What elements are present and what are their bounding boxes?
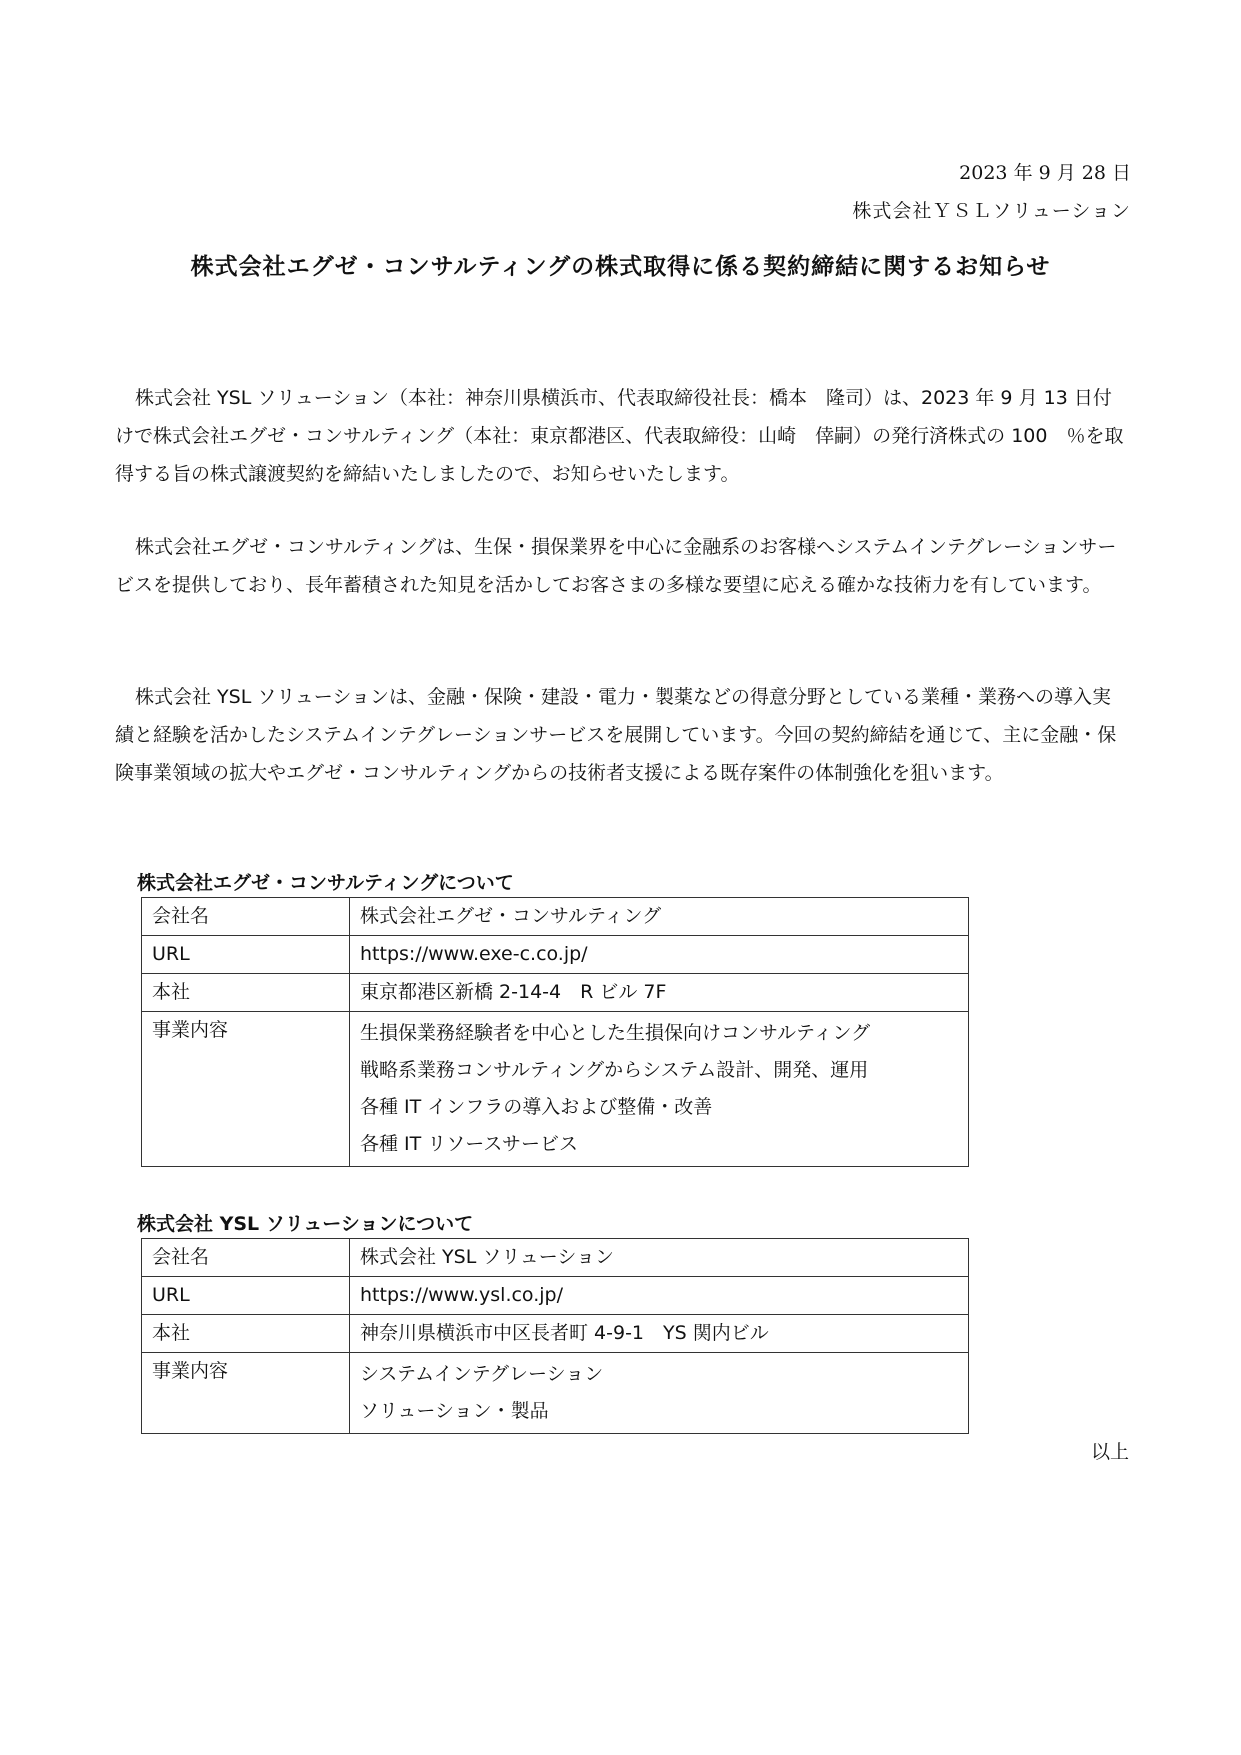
issuer-company: 株式会社ＹＳＬソリューション [852,200,1131,222]
business-content-cell [350,1353,969,1434]
table-row [142,974,969,1012]
table-row [142,898,969,936]
url-value: https://www.exe-c.co.jp/ [350,936,969,974]
ysl-company-table [141,1238,969,1434]
table-row [142,1239,969,1277]
body-paragraph-1: 株式会社 YSL ソリューション（本社：神奈川県横浜市、代表取締役社長：橋本 隆司）は、2023 年 9 月 13 日付けで株式会社エグゼ・コンサルティング（本社：東京都港区、代表取締役：山崎 倖嗣）の発行済株式の 100 ％を取得する旨の株式譲渡契約を締結いたしましたので、お知らせいたします。 [115,387,1124,485]
row-label: URL [142,936,350,974]
table-row [142,1277,969,1315]
table-row [142,936,969,974]
body-paragraph-2: 株式会社エグゼ・コンサルティングは、生保・損保業界を中心に金融系のお客様へシステムインテグレーションサービスを提供しており、長年蓄積された知見を活かしてお客さまの多様な要望に応える確かな技術力を有しています。 [115,536,1117,596]
row-label: 本社 [142,974,350,1012]
closing-mark: 以上 [1090,1441,1129,1463]
body-paragraph-3: 株式会社 YSL ソリューションは、金融・保険・建設・電力・製薬などの得意分野としている業種・業務への導入実績と経験を活かしたシステムインテグレーションサービスを展開しています。今回の契約締結を通じて、主に金融・保険事業領域の拡大やエグゼ・コンサルティングからの技術者支援による既存案件の体制強化を狙います。 [115,686,1117,784]
page-title: 株式会社エグゼ・コンサルティングの株式取得に係る契約締結に関するお知らせ [190,254,1051,280]
row-label: 会社名 [142,1239,350,1277]
business-item: 各種 IT インフラの導入および整備・改善 [360,1096,713,1118]
business-item: 戦略系業務コンサルティングからシステム設計、開発、運用 [360,1059,869,1081]
table-row [142,1353,969,1434]
url-value: https://www.ysl.co.jp/ [350,1277,969,1315]
headquarters-value: 東京都港区新橋 2-14-4 R ビル 7F [350,974,969,1012]
ysl-section-heading: 株式会社 YSL ソリューションについて [137,1213,474,1235]
row-label: URL [142,1277,350,1315]
headquarters-value: 神奈川県横浜市中区長者町 4-9-1 YS 関内ビル [350,1315,969,1353]
business-content-cell [350,1012,969,1167]
exe-section-heading: 株式会社エグゼ・コンサルティングについて [137,872,514,894]
company-name-value: 株式会社 YSL ソリューション [350,1239,969,1277]
business-item: システムインテグレーション [360,1363,604,1385]
business-item: 生損保業務経験者を中心とした生損保向けコンサルティング [360,1022,871,1044]
row-label: 事業内容 [142,1353,350,1434]
business-item: 各種 IT リソースサービス [360,1133,578,1155]
row-label: 本社 [142,1315,350,1353]
row-label: 会社名 [142,898,350,936]
table-row [142,1315,969,1353]
business-item: ソリューション・製品 [360,1400,549,1422]
company-name-value: 株式会社エグゼ・コンサルティング [350,898,969,936]
release-date: 2023 年 9 月 28 日 [959,162,1131,184]
exe-company-table [141,897,969,1167]
row-label: 事業内容 [142,1012,350,1167]
table-row [142,1012,969,1167]
